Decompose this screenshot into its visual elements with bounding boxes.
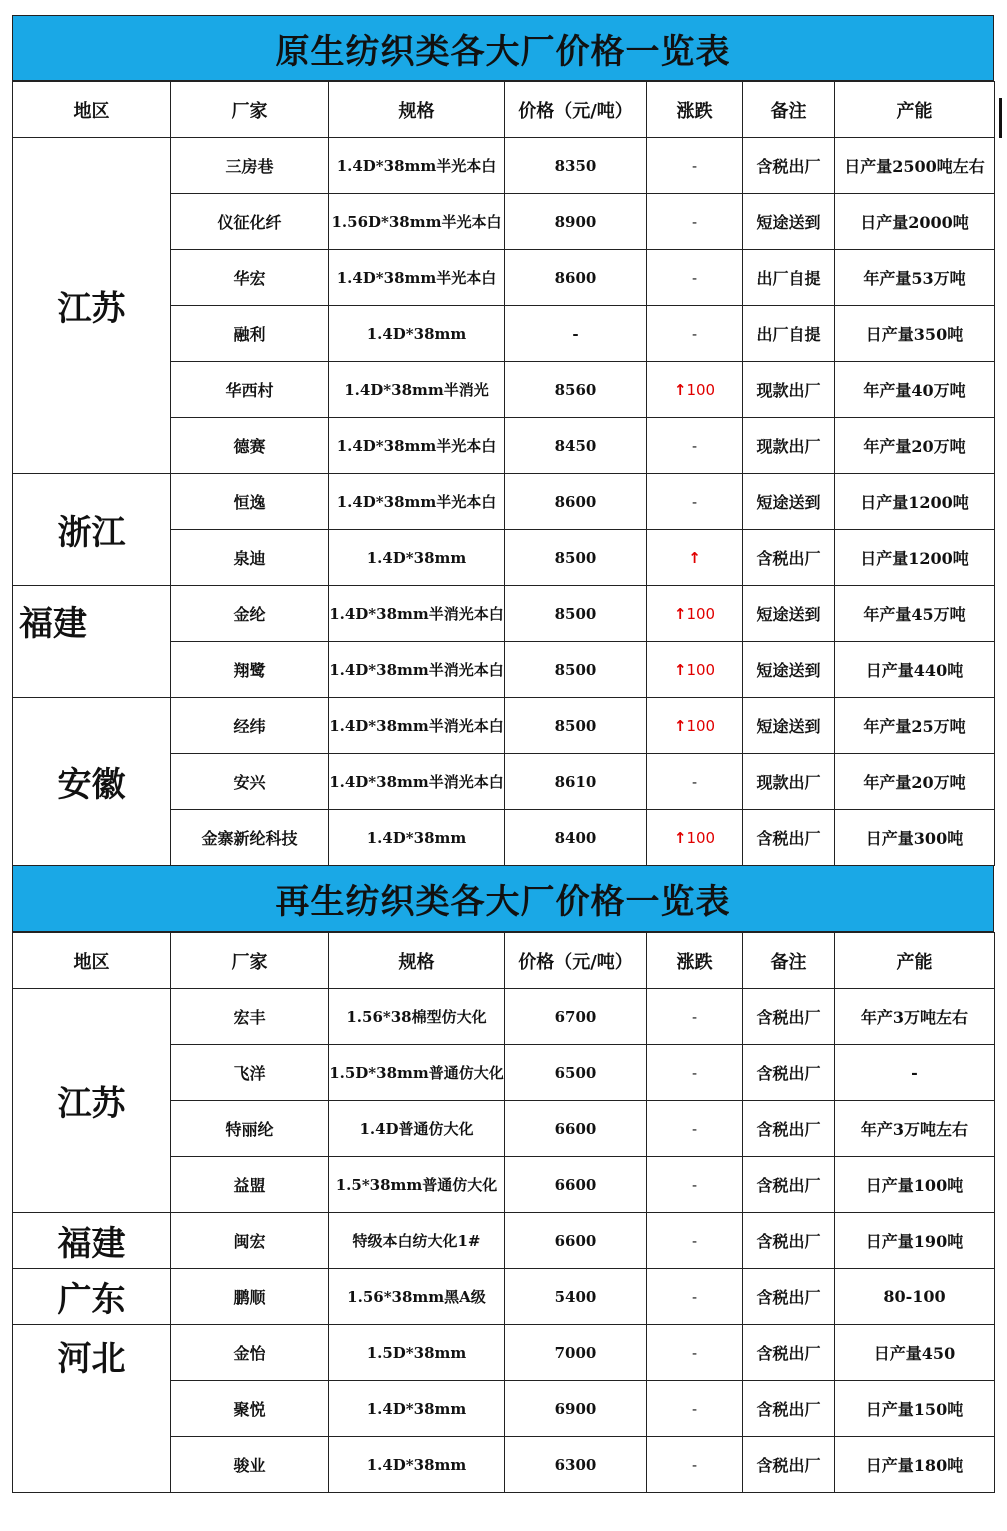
note-cell: 含税出厂 <box>743 1269 835 1325</box>
note-cell: 含税出厂 <box>743 138 835 194</box>
region-cell: 河北 <box>13 1325 171 1493</box>
note-cell: 短途送到 <box>743 194 835 250</box>
spec-cell: 1.4D*38mm <box>329 810 505 866</box>
change-cell <box>647 530 743 586</box>
price-cell: 6900 <box>505 1381 647 1437</box>
price-cell: 8500 <box>505 530 647 586</box>
region-cell: 浙江 <box>13 474 171 586</box>
capacity-cell: 年产量25万吨 <box>835 698 995 754</box>
header-spec: 规格 <box>329 82 505 138</box>
capacity-cell: 日产量350吨 <box>835 306 995 362</box>
price-cell: 6600 <box>505 1157 647 1213</box>
change-cell: - <box>647 1437 743 1493</box>
capacity-cell: 80-100 <box>835 1269 995 1325</box>
capacity-cell: 年产量20万吨 <box>835 418 995 474</box>
spec-cell: 1.4D*38mm半光本白 <box>329 138 505 194</box>
price-cell: 8350 <box>505 138 647 194</box>
header-spec: 规格 <box>329 933 505 989</box>
price-cell: 6600 <box>505 1213 647 1269</box>
price-cell: 5400 <box>505 1269 647 1325</box>
capacity-cell: 年产量20万吨 <box>835 754 995 810</box>
capacity-cell: 日产量2000吨 <box>835 194 995 250</box>
price-cell: 8900 <box>505 194 647 250</box>
spec-cell: 1.4D*38mm半消光本白 <box>329 698 505 754</box>
change-cell <box>647 362 743 418</box>
price-cell: 8450 <box>505 418 647 474</box>
change-cell: - <box>647 1213 743 1269</box>
header-price: 价格（元/吨） <box>505 933 647 989</box>
table-row <box>13 1269 995 1325</box>
capacity-cell: 年产3万吨左右 <box>835 989 995 1045</box>
note-cell: 现款出厂 <box>743 362 835 418</box>
note-cell: 含税出厂 <box>743 1157 835 1213</box>
capacity-cell: 年产量53万吨 <box>835 250 995 306</box>
factory-cell: 经纬 <box>171 698 329 754</box>
spec-cell: 1.4D*38mm <box>329 1381 505 1437</box>
table-row <box>13 698 995 754</box>
change-cell: - <box>647 1381 743 1437</box>
change-value: 100 <box>686 828 716 847</box>
arrow-up-icon: ↑ <box>673 660 687 679</box>
note-cell: 含税出厂 <box>743 810 835 866</box>
factory-cell: 骏业 <box>171 1437 329 1493</box>
table-row <box>13 1325 995 1381</box>
capacity-cell: 日产量1200吨 <box>835 530 995 586</box>
note-cell: 含税出厂 <box>743 1045 835 1101</box>
note-cell: 短途送到 <box>743 642 835 698</box>
change-cell: - <box>647 754 743 810</box>
spec-cell: 1.4D*38mm半消光本白 <box>329 642 505 698</box>
region-cell: 福建 <box>13 586 171 698</box>
price-cell: 8500 <box>505 642 647 698</box>
price-cell: 8500 <box>505 586 647 642</box>
header-region: 地区 <box>13 933 171 989</box>
spec-cell: 1.5*38mm普通仿大化 <box>329 1157 505 1213</box>
change-cell: - <box>647 989 743 1045</box>
table-row <box>13 474 995 530</box>
table-row <box>13 1213 995 1269</box>
note-cell: 含税出厂 <box>743 530 835 586</box>
change-cell: - <box>647 1269 743 1325</box>
change-value: 100 <box>686 380 716 399</box>
capacity-cell: 日产量300吨 <box>835 810 995 866</box>
region-cell: 广东 <box>13 1269 171 1325</box>
spec-cell: 1.56*38mm黑A级 <box>329 1269 505 1325</box>
price-cell: 7000 <box>505 1325 647 1381</box>
capacity-cell: 日产量100吨 <box>835 1157 995 1213</box>
note-cell: 短途送到 <box>743 586 835 642</box>
spec-cell: 1.4D*38mm半消光本白 <box>329 754 505 810</box>
change-value: 100 <box>686 604 716 623</box>
table-row <box>13 586 995 642</box>
spec-cell: 1.4D*38mm半消光本白 <box>329 586 505 642</box>
spec-cell: 1.4D*38mm <box>329 306 505 362</box>
capacity-cell: 日产量150吨 <box>835 1381 995 1437</box>
arrow-up-icon: ↑ <box>673 716 687 735</box>
note-cell: 含税出厂 <box>743 1437 835 1493</box>
section1-title: 原生纺织类各大厂价格一览表 <box>12 15 994 81</box>
factory-cell: 特丽纶 <box>171 1101 329 1157</box>
factory-cell: 泉迪 <box>171 530 329 586</box>
factory-cell: 德赛 <box>171 418 329 474</box>
note-cell: 短途送到 <box>743 698 835 754</box>
note-cell: 短途送到 <box>743 474 835 530</box>
capacity-cell: 日产量450 <box>835 1325 995 1381</box>
header-note: 备注 <box>743 82 835 138</box>
header-note: 备注 <box>743 933 835 989</box>
edge-mark <box>999 98 1002 138</box>
note-cell: 含税出厂 <box>743 1381 835 1437</box>
header-price: 价格（元/吨） <box>505 82 647 138</box>
section2-header-row <box>13 933 995 989</box>
arrow-up-icon: ↑ <box>673 828 687 847</box>
header-capacity: 产能 <box>835 82 995 138</box>
price-cell: 8600 <box>505 474 647 530</box>
price-cell: 8560 <box>505 362 647 418</box>
factory-cell: 金怡 <box>171 1325 329 1381</box>
factory-cell: 翔鹭 <box>171 642 329 698</box>
factory-cell: 安兴 <box>171 754 329 810</box>
spec-cell: 1.4D普通仿大化 <box>329 1101 505 1157</box>
factory-cell: 三房巷 <box>171 138 329 194</box>
factory-cell: 融利 <box>171 306 329 362</box>
region-cell: 江苏 <box>13 138 171 474</box>
change-cell: - <box>647 474 743 530</box>
change-cell <box>647 698 743 754</box>
note-cell: 现款出厂 <box>743 418 835 474</box>
change-cell: - <box>647 250 743 306</box>
price-cell: 6300 <box>505 1437 647 1493</box>
header-change: 涨跌 <box>647 933 743 989</box>
capacity-cell: 日产量180吨 <box>835 1437 995 1493</box>
note-cell: 现款出厂 <box>743 754 835 810</box>
price-cell: 8600 <box>505 250 647 306</box>
header-capacity: 产能 <box>835 933 995 989</box>
capacity-cell: 日产量440吨 <box>835 642 995 698</box>
capacity-cell: - <box>835 1045 995 1101</box>
factory-cell: 宏丰 <box>171 989 329 1045</box>
spec-cell: 1.5D*38mm <box>329 1325 505 1381</box>
factory-cell: 鹏顺 <box>171 1269 329 1325</box>
change-cell <box>647 586 743 642</box>
change-cell: - <box>647 1157 743 1213</box>
price-cell: 6500 <box>505 1045 647 1101</box>
section1-header-row <box>13 82 995 138</box>
note-cell: 含税出厂 <box>743 1213 835 1269</box>
capacity-cell: 年产量45万吨 <box>835 586 995 642</box>
factory-cell: 益盟 <box>171 1157 329 1213</box>
spec-cell: 1.56*38棉型仿大化 <box>329 989 505 1045</box>
region-cell: 安徽 <box>13 698 171 866</box>
factory-cell: 金纶 <box>171 586 329 642</box>
change-cell <box>647 810 743 866</box>
factory-cell: 聚悦 <box>171 1381 329 1437</box>
header-change: 涨跌 <box>647 82 743 138</box>
header-region: 地区 <box>13 82 171 138</box>
change-cell: - <box>647 194 743 250</box>
header-factory: 厂家 <box>171 82 329 138</box>
change-cell: - <box>647 1101 743 1157</box>
factory-cell: 华宏 <box>171 250 329 306</box>
arrow-up-icon: ↑ <box>673 604 687 623</box>
change-cell: - <box>647 418 743 474</box>
price-sheet <box>12 15 994 1493</box>
change-cell: - <box>647 1325 743 1381</box>
table-row <box>13 989 995 1045</box>
change-value: 100 <box>686 660 716 679</box>
capacity-cell: 日产量1200吨 <box>835 474 995 530</box>
factory-cell: 飞洋 <box>171 1045 329 1101</box>
factory-cell: 恒逸 <box>171 474 329 530</box>
arrow-up-icon: ↑ <box>688 548 701 567</box>
factory-cell: 金寨新纶科技 <box>171 810 329 866</box>
spec-cell: 1.4D*38mm半光本白 <box>329 474 505 530</box>
price-cell: - <box>505 306 647 362</box>
spec-cell: 特级本白纺大化1# <box>329 1213 505 1269</box>
change-cell <box>647 642 743 698</box>
spec-cell: 1.4D*38mm半光本白 <box>329 418 505 474</box>
capacity-cell: 日产量2500吨左右 <box>835 138 995 194</box>
spec-cell: 1.4D*38mm <box>329 1437 505 1493</box>
capacity-cell: 年产量40万吨 <box>835 362 995 418</box>
factory-cell: 闽宏 <box>171 1213 329 1269</box>
section1-table <box>12 81 995 866</box>
spec-cell: 1.4D*38mm半消光 <box>329 362 505 418</box>
note-cell: 含税出厂 <box>743 1101 835 1157</box>
spec-cell: 1.4D*38mm半光本白 <box>329 250 505 306</box>
price-cell: 8400 <box>505 810 647 866</box>
section2-title: 再生纺织类各大厂价格一览表 <box>12 866 994 932</box>
price-cell: 8610 <box>505 754 647 810</box>
arrow-up-icon: ↑ <box>673 380 687 399</box>
note-cell: 出厂自提 <box>743 306 835 362</box>
change-value: 100 <box>686 716 716 735</box>
capacity-cell: 年产3万吨左右 <box>835 1101 995 1157</box>
spec-cell: 1.56D*38mm半光本白 <box>329 194 505 250</box>
section2-table <box>12 932 995 1493</box>
note-cell: 含税出厂 <box>743 989 835 1045</box>
price-cell: 6600 <box>505 1101 647 1157</box>
region-cell: 江苏 <box>13 989 171 1213</box>
change-cell: - <box>647 306 743 362</box>
note-cell: 出厂自提 <box>743 250 835 306</box>
spec-cell: 1.4D*38mm <box>329 530 505 586</box>
capacity-cell: 日产量190吨 <box>835 1213 995 1269</box>
factory-cell: 仪征化纤 <box>171 194 329 250</box>
change-cell: - <box>647 138 743 194</box>
factory-cell: 华西村 <box>171 362 329 418</box>
table-row <box>13 138 995 194</box>
price-cell: 6700 <box>505 989 647 1045</box>
region-cell: 福建 <box>13 1213 171 1269</box>
header-factory: 厂家 <box>171 933 329 989</box>
note-cell: 含税出厂 <box>743 1325 835 1381</box>
change-cell: - <box>647 1045 743 1101</box>
price-cell: 8500 <box>505 698 647 754</box>
spec-cell: 1.5D*38mm普通仿大化 <box>329 1045 505 1101</box>
